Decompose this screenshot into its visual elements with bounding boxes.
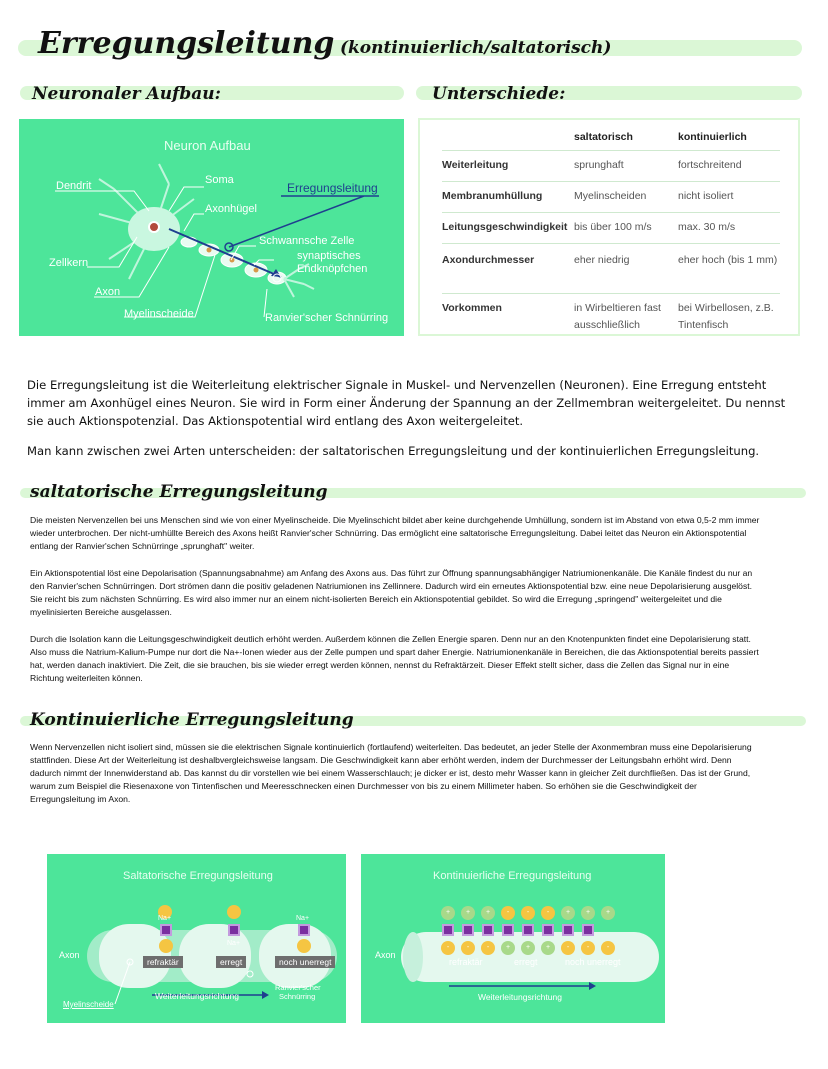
row-label: Leitungsgeschwindigkeit [442, 212, 574, 243]
ion-icon: - [441, 941, 455, 955]
channel-icon [228, 924, 240, 936]
channel-icon [462, 924, 474, 936]
cell-kontinuierlich: fortschreitend [678, 150, 780, 181]
tag-refraktaer: refraktär [143, 956, 183, 968]
salt-ranvier-label-2: Schnürring [279, 992, 316, 1001]
intro-paragraph-1: Die Erregungsleitung ist die Weiterleitung elektrischer Signale in Muskel- und Nervenzellen (Neuronen). Eine Erregung entsteht immer am Axonhügel eines Neuron. Sie wird in Form einer Änderung der Spannung an der Zellmembran weitergeleitet. Du nennst sie auch Aktionspotenzial. Das Aktionspotential wird entlang des Axon weitergeleitet. [27, 378, 786, 428]
row-label: Vorkommen [442, 293, 574, 337]
salt-axon-label: Axon [59, 950, 80, 960]
label-erregungsleitung: Erregungsleitung [287, 181, 378, 195]
cell-saltatorisch: in Wirbeltieren fast ausschließlich [574, 293, 678, 337]
ion-icon: + [501, 941, 515, 955]
saltatorisch-paragraph-1: Die meisten Nervenzellen bei uns Menschen sind wie von einer Myelinscheide. Die Myelinschicht bildet aber keine durchgehende Umhüllung, sondern ist im Abstand von etwa 0,5-2 mm immer wieder unterbrochen. Der nicht-umhüllte Bereich des Axons heißt Ranvier'scher Schnürring. Das ermöglicht eine saltatorische Erregungsleitung. Dabei leitet das Neuron ein Aktionspotential entlang der Ranvier'schen Schnürringe „sprunghaft" weiter. [30, 515, 760, 551]
comparison-table [442, 124, 780, 337]
table-header: kontinuierlich [678, 130, 747, 143]
ion-icon: - [481, 941, 495, 955]
kont-richtung-label: Weiterleitungsrichtung [478, 992, 562, 1002]
table-row [442, 293, 780, 337]
label-dendrit: Dendrit [56, 180, 92, 192]
channel-icon [522, 924, 534, 936]
label-schwannsche-zelle: Schwannsche Zelle [259, 235, 355, 247]
kont-unerregt-label: noch unerregt [565, 957, 621, 967]
kont-erregt-label: erregt [514, 957, 538, 967]
table-header: saltatorisch [574, 130, 633, 143]
ion-icon: + [561, 906, 575, 920]
heading-kontinuierlich: Kontinuierliche Erregungsleitung [30, 710, 354, 730]
table-header-row [442, 124, 780, 150]
cell-kontinuierlich: bei Wirbellosen, z.B. Tintenfisch [678, 293, 780, 337]
kontinuierlich-paragraph: Wenn Nervenzellen nicht isoliert sind, müssen sie die elektrischen Signale kontinuierlich (fortlaufend) weiterleiten. Das bedeutet, an jeder Stelle der Axonmembran muss eine Depolarisierung stattfinden. Diese Art der Weiterleitung ist deshalbvergleichsweise langsam. Die Geschwindigkeit kann aber erhöht werden, indem der Durchmesser der Leitungsbahn erhöht wird. Denn dadurch nimmt der Innenwiderstand ab. Das kannst du dir vorstellen wie bei einem Wasserschlauch; je dicker er ist, desto mehr Wasser kann in gleicher Zeit durchfließen. Das ist der Grund, warum zum Beispiel die Riesenaxone von Tintenfischen und Meeresschnecken einen Durchmesser von bis zu einem Millimeter haben. So erhöhen sie die Geschwindigkeit der Erregungsleitung im Axon. [30, 742, 752, 804]
cell-saltatorisch: bis über 100 m/s [574, 212, 678, 243]
table-header [442, 124, 574, 150]
channel-icon [298, 924, 310, 936]
ion-icon: - [601, 941, 615, 955]
ion-icon: - [501, 906, 515, 920]
cell-saltatorisch: eher niedrig [574, 243, 678, 293]
label-synaptische-1: synaptisches [297, 250, 361, 262]
heading-unterschiede: Unterschiede: [432, 84, 566, 104]
ion-icon: + [541, 941, 555, 955]
neuron-diagram-title: Neuron Aufbau [164, 138, 251, 153]
cell-kontinuierlich: eher hoch (bis 1 mm) [678, 243, 780, 293]
kont-top-ion-row [441, 906, 621, 922]
kontinuierlich-diagram [361, 854, 665, 1023]
kont-channel-row [441, 924, 621, 938]
kont-diagram-title: Kontinuierliche Erregungsleitung [433, 870, 592, 882]
kont-refraktaer-label: refraktär [449, 957, 483, 967]
intro-paragraph-2: Man kann zwischen zwei Arten unterscheiden: der saltatorischen Erregungsleitung und der kontinuierlichen Erregungsleitung. [27, 444, 760, 458]
saltatorisch-diagram [47, 854, 346, 1023]
ion-icon: + [441, 906, 455, 920]
cell-kontinuierlich: nicht isoliert [678, 181, 780, 212]
channel-icon [482, 924, 494, 936]
na-label-1: Na+ [158, 915, 172, 922]
saltatorisch-paragraph-3: Durch die Isolation kann die Leitungsgeschwindigkeit deutlich erhöht werden. Außerdem können die Zellen Energie sparen. Denn nur an den Knotenpunkten findet eine Depolarisierung statt. Also muss die Natrium-Kalium-Pumpe nur dort die Na+-Ionen wieder aus der Zelle pumpen und spart daher Energie. Natriumionenkanäle in Bereichen, die das Aktionspotential bereits passiert hat, werden danach inaktiviert. Die Zeit, die sie brauchen, bis sie wieder erregt werden können, nennst du Refraktärzeit. Dieser Effekt stellt sicher, dass die Zellen das Signal nur in eine Richtung weiterleiten können. [30, 634, 759, 683]
salt-diagram-title: Saltatorische Erregungsleitung [123, 870, 273, 882]
na-label-3: Na+ [296, 915, 310, 922]
ion-icon: - [581, 941, 595, 955]
table-row [442, 181, 780, 212]
channel-icon [160, 924, 172, 936]
kont-axon-label: Axon [375, 950, 396, 960]
tag-unerregt: noch unerregt [275, 956, 335, 968]
heading-aufbau: Neuronaler Aufbau: [32, 84, 221, 104]
tag-erregt: erregt [216, 956, 246, 968]
channel-icon [542, 924, 554, 936]
salt-myelin-label: Myelinscheide [63, 1000, 114, 1009]
table-row [442, 212, 780, 243]
ion-icon: - [521, 906, 535, 920]
row-label: Weiterleitung [442, 150, 574, 181]
channel-icon [502, 924, 514, 936]
cell-saltatorisch: Myelinscheiden [574, 181, 678, 212]
label-myelinscheide: Myelinscheide [124, 308, 194, 320]
ion-icon: - [561, 941, 575, 955]
na-label-2: Na+ [227, 940, 241, 947]
cell-kontinuierlich: max. 30 m/s [678, 212, 780, 243]
comparison-table-box [418, 118, 800, 336]
label-axon: Axon [95, 286, 121, 298]
heading-saltatorisch: saltatorische Erregungsleitung [30, 482, 328, 502]
salt-ranvier-label-1: Ranvier'scher [275, 983, 321, 992]
label-axonhuegel: Axonhügel [205, 203, 257, 215]
ion-icon: - [461, 941, 475, 955]
kont-bottom-ion-row [441, 941, 621, 957]
channel-icon [562, 924, 574, 936]
ion-icon: - [541, 906, 555, 920]
title-sub: (kontinuierlich/saltatorisch) [339, 38, 612, 58]
label-ranvier: Ranvier'scher Schnürring [265, 312, 389, 324]
channel-icon [442, 924, 454, 936]
label-soma: Soma [205, 174, 234, 186]
na-ion-icon [227, 905, 241, 919]
ion-icon: + [481, 906, 495, 920]
page-title [38, 26, 611, 61]
table-row [442, 243, 780, 293]
cell-saltatorisch: sprunghaft [574, 150, 678, 181]
ion-icon: + [581, 906, 595, 920]
saltatorisch-paragraph-2: Ein Aktionspotential löst eine Depolarisation (Spannungsabnahme) am Anfang des Axons aus. Das führt zur Öffnung spannungsabhängiger Natriumionenkanäle. Die Kanäle findest du nur an den Ranvier'schen Schnürringen. Dort strömen dann die positiv geladenen Natriumionen ins Zellinnere. Dadurch wird ein erneutes Aktionspotential bzw. eine neue Depolarisierung ausgelöst. Sie reicht bis zum nächsten Schnürring. Es wird also immer nur an einem nicht-isolierten Bereich ein Aktionspotential gebildet. So wird die Erregung „springend" weitergeleitet und die myelinisierten Bereiche ausgelassen. [30, 568, 753, 617]
salt-richtung-label: Weiterleitungsrichtung [155, 991, 239, 1001]
ion-icon: + [521, 941, 535, 955]
label-zellkern: Zellkern [49, 257, 89, 269]
title-main: Erregungsleitung [38, 26, 335, 61]
row-label: Axondurchmesser [442, 243, 574, 293]
na-ion-icon [297, 939, 311, 953]
ion-icon: + [461, 906, 475, 920]
ion-icon: + [601, 906, 615, 920]
table-row [442, 150, 780, 181]
na-ion-icon [159, 939, 173, 953]
channel-icon [582, 924, 594, 936]
row-label: Membranumhüllung [442, 181, 574, 212]
label-synaptische-2: Endknöpfchen [297, 263, 368, 275]
neuron-diagram [19, 119, 404, 336]
